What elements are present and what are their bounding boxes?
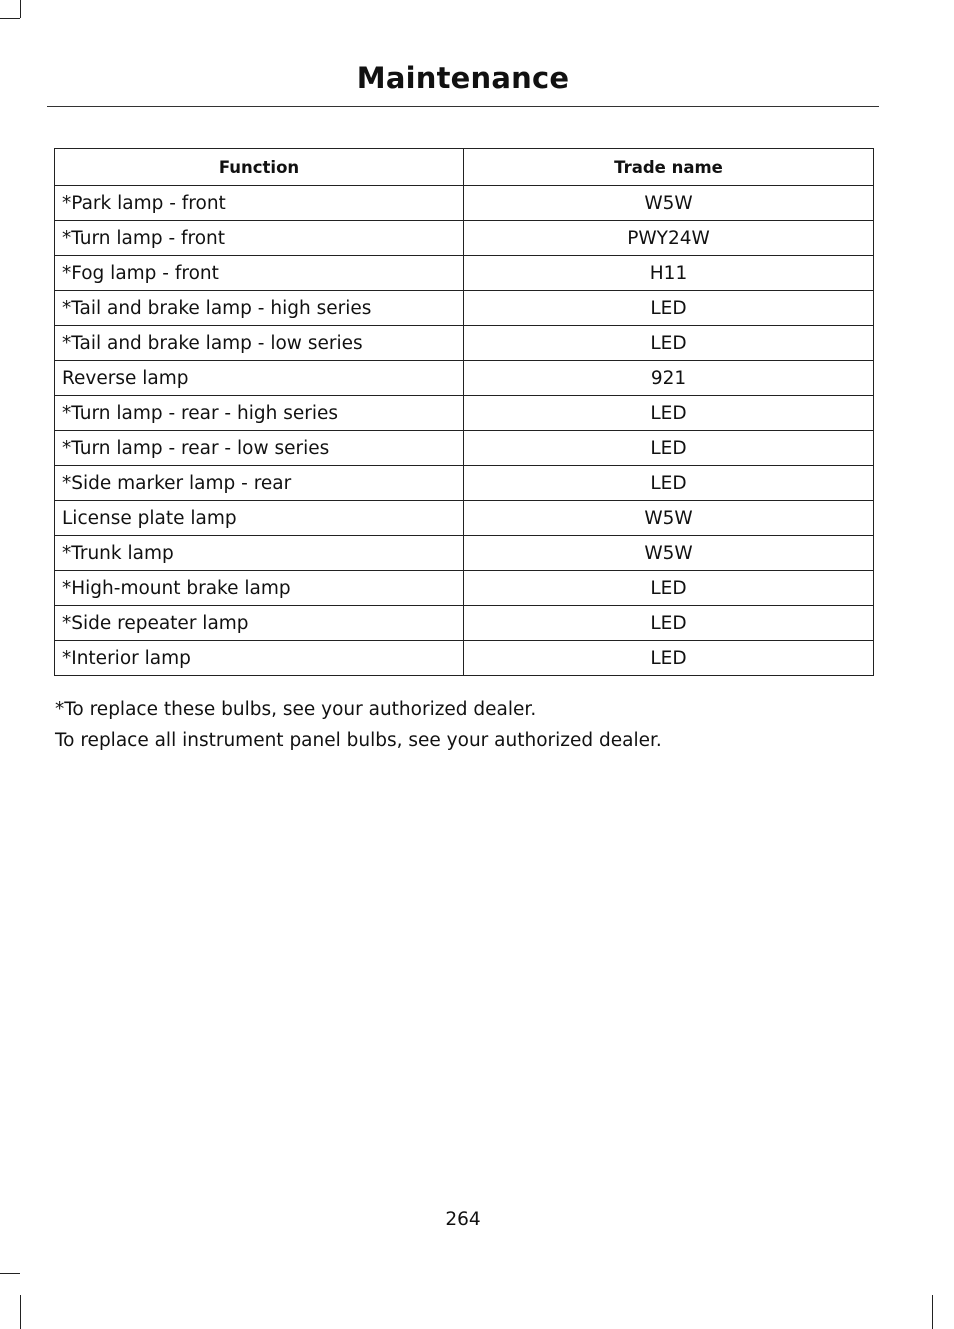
trade-name-cell: LED (464, 431, 874, 466)
trade-name-cell: LED (464, 466, 874, 501)
footnote-dealer-bulbs: *To replace these bulbs, see your authorized dealer. (55, 699, 537, 720)
crop-mark-bottom-right-vertical (932, 1295, 933, 1329)
trade-name-cell: LED (464, 291, 874, 326)
table-row (55, 466, 874, 501)
function-cell: *Park lamp - front (55, 186, 464, 221)
trade-name-cell: LED (464, 606, 874, 641)
trade-name-cell: H11 (464, 256, 874, 291)
table-row (55, 326, 874, 361)
column-header-trade-name: Trade name (464, 149, 874, 186)
function-cell: Reverse lamp (55, 361, 464, 396)
page-number: 264 (445, 1209, 481, 1230)
table-row (55, 606, 874, 641)
table-row (55, 571, 874, 606)
table-row (55, 361, 874, 396)
crop-mark-bottom-left-horizontal (0, 1273, 20, 1274)
trade-name-cell: 921 (464, 361, 874, 396)
crop-mark-top-left-horizontal (0, 18, 20, 19)
function-cell: *High-mount brake lamp (55, 571, 464, 606)
function-cell: *Turn lamp - rear - low series (55, 431, 464, 466)
table-row (55, 256, 874, 291)
function-cell: *Fog lamp - front (55, 256, 464, 291)
crop-mark-bottom-left-vertical (20, 1295, 21, 1329)
trade-name-cell: LED (464, 571, 874, 606)
trade-name-cell: LED (464, 641, 874, 676)
bulb-specification-table (54, 148, 874, 676)
note-instrument-panel-bulbs: To replace all instrument panel bulbs, see your authorized dealer. (55, 730, 662, 751)
table-row (55, 291, 874, 326)
table-row (55, 641, 874, 676)
function-cell: *Tail and brake lamp - high series (55, 291, 464, 326)
function-cell: *Interior lamp (55, 641, 464, 676)
function-cell: *Tail and brake lamp - low series (55, 326, 464, 361)
trade-name-cell: W5W (464, 186, 874, 221)
function-cell: *Trunk lamp (55, 536, 464, 571)
trade-name-cell: LED (464, 396, 874, 431)
table-header-row (55, 149, 874, 186)
table-row (55, 536, 874, 571)
column-header-function: Function (55, 149, 464, 186)
crop-mark-top-left-vertical (20, 0, 21, 18)
function-cell: *Side repeater lamp (55, 606, 464, 641)
function-cell: *Side marker lamp - rear (55, 466, 464, 501)
trade-name-cell: PWY24W (464, 221, 874, 256)
function-cell: *Turn lamp - rear - high series (55, 396, 464, 431)
trade-name-cell: LED (464, 326, 874, 361)
function-cell: *Turn lamp - front (55, 221, 464, 256)
title-divider (47, 106, 879, 107)
trade-name-cell: W5W (464, 501, 874, 536)
table-row (55, 396, 874, 431)
table-row (55, 221, 874, 256)
table-row (55, 186, 874, 221)
trade-name-cell: W5W (464, 536, 874, 571)
table-row (55, 501, 874, 536)
table-row (55, 431, 874, 466)
function-cell: License plate lamp (55, 501, 464, 536)
page-title: Maintenance (356, 61, 570, 95)
